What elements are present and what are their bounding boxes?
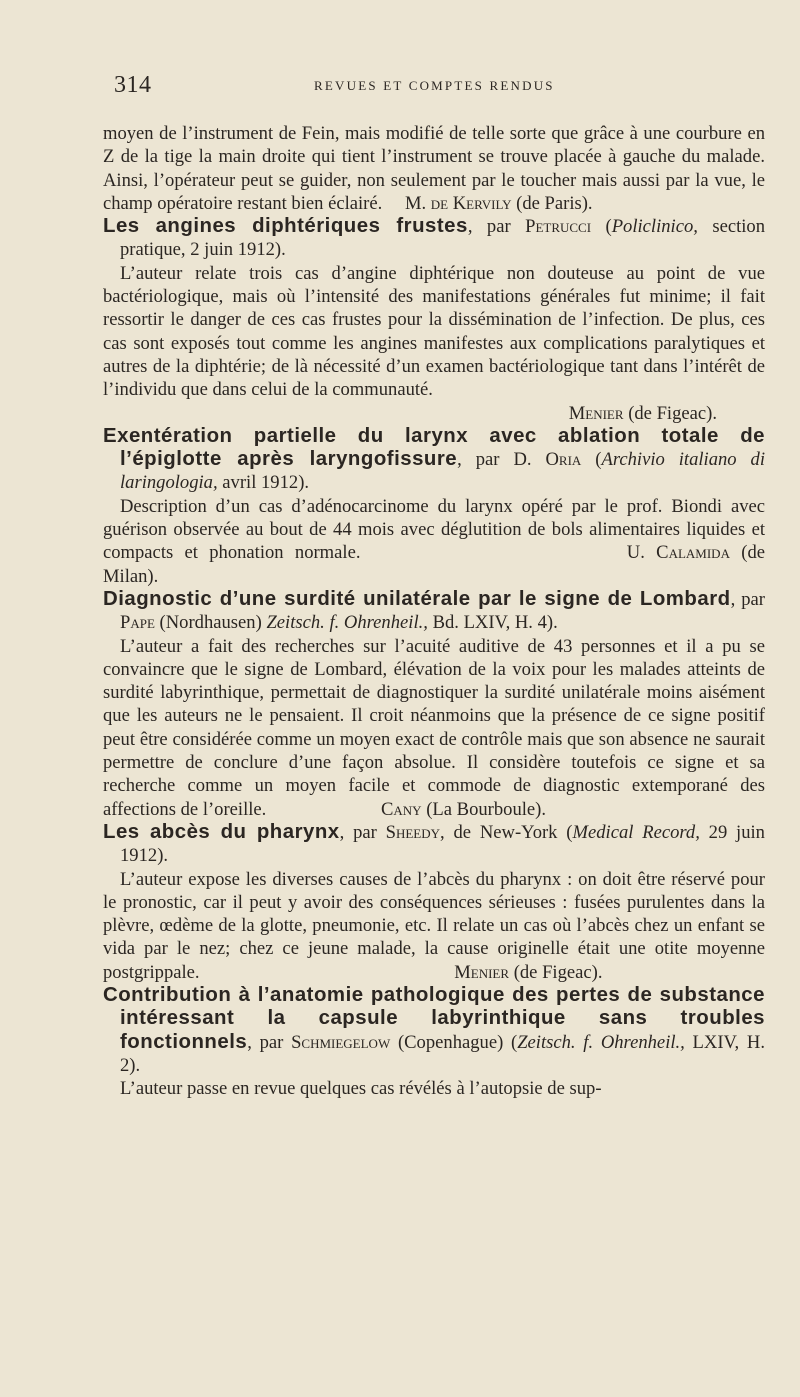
page-header xyxy=(114,72,764,102)
signature-name: de Kervily xyxy=(430,192,512,214)
source-journal: Zeitsch. f. Ohrenheil., xyxy=(266,612,428,634)
article-heading: Contribution à l’anatomie pathologique des pertes de substance intéressant la capsule labyrinthique sans troubles fonctionnels xyxy=(103,983,765,1053)
source-journal: Zeitsch. f. Ohrenheil., xyxy=(517,1031,685,1053)
article-title: Les angines diphtériques frustes, par Petrucci (Policlinico, section pratique, 2 juin 1912). xyxy=(103,215,766,261)
author-name: Petrucci xyxy=(525,216,592,238)
paragraph: L’auteur expose les diverses causes de l’abcès du pharynx : on doit être réservé pour le pronostic, car il peut y avoir des conséquences sérieuses : fusées purulentes dans la plèvre, œdème de la glotte, pneumonie, etc. Il relate un cas où l’abcès chez un enfant se vida par le nez; chez ce jeune malade, la cause originelle était une otite moyenne postgrippale. Menier (de Figeac). xyxy=(103,868,765,983)
paragraph: Description d’un cas d’adénocarcinome du larynx opéré par le prof. Biondi avec guérison observée au bout de 44 mois avec déglutition de bols alimentaires liquides et compacts et phonation normale. U. Calamida (de Milan). xyxy=(103,495,766,587)
article-title: Diagnostic d’une surdité unilatérale par le signe de Lombard, par Pape (Nordhausen) Zeitsch. f. Ohrenheil., Bd. LXIV, H. 4). xyxy=(103,587,766,634)
signature-name: Cany xyxy=(380,798,422,820)
article-heading: Les angines diphtériques frustes xyxy=(103,215,468,238)
article-title: Exentération partielle du larynx avec ablation totale de l’épiglotte après laryngofissure, par D. Oria (Archivio italiano di laringologia, avril 1912). xyxy=(103,424,766,494)
article-continuation xyxy=(103,122,765,215)
author-name: Oria xyxy=(545,449,582,471)
article-title: Les abcès du pharynx, par Sheedy, de New-York (Medical Record, 29 juin 1912). xyxy=(103,820,765,867)
running-head: REVUES ET COMPTES RENDUS xyxy=(314,78,555,93)
signature: Cany (La Bourboule). xyxy=(380,798,546,820)
author-name: Pape xyxy=(120,612,155,634)
signature-name: Calamida xyxy=(656,542,730,564)
signature: M. de Kervily (de Paris). xyxy=(404,192,593,214)
article-heading: Exentération partielle du larynx avec ablation totale de l’épiglotte après laryngofissure xyxy=(103,424,765,471)
paragraph: L’auteur passe en revue quelques cas révélés à l’autopsie de sup- xyxy=(120,1078,602,1100)
article-heading: Les abcès du pharynx xyxy=(103,820,340,843)
signature-name: Menier xyxy=(454,961,510,983)
text-column xyxy=(103,122,765,1100)
page-number: 314 xyxy=(114,72,152,98)
author-name: Sheedy xyxy=(385,821,441,843)
signature: U. Calamida (de Milan). xyxy=(103,542,766,587)
source-journal: Archivio italiano di laringologia, xyxy=(120,449,766,494)
paragraph: L’auteur relate trois cas d’angine diphtérique non douteuse au point de vue bactériologique, mais où l’intensité des manifestations générales fut minime; il fait ressortir le danger de ces cas frustes pour la dissémination de l’infection. De plus, ces cas sont exposés tout comme les angines manifestes aux complications paralytiques et autres de la diphtérie; de là nécessité d’un examen bactériologique tant dans l’intérêt de l’individu que dans celui de la communauté. xyxy=(103,262,765,401)
paragraph: moyen de l’instrument de Fein, mais modifié de telle sorte que grâce à une courbure en Z de la tige la main droite qui tient l’instrument se trouve placée à gauche du malade. Ainsi, l’opérateur peut se guider, non seulement par le toucher mais aussi par la vue, le champ opératoire restant bien éclairé. xyxy=(103,123,765,214)
author-name: Schmiegelow xyxy=(291,1031,391,1053)
signature: Menier (de Figeac). xyxy=(454,961,603,983)
source-journal: Medical Record, xyxy=(572,821,700,843)
article-title: Contribution à l’anatomie pathologique des pertes de substance intéressant la capsule labyrinthique sans troubles fonctionnels, par Schmiegelow (Copenhague) (Zeitsch. f. Ohrenheil., LXIV, H. 2). xyxy=(103,983,766,1076)
signature-name: Menier xyxy=(568,402,624,424)
paragraph: L’auteur a fait des recherches sur l’acuité auditive de 43 personnes et il a pu se convaincre que le signe de Lombard, élévation de la voix pour les malades atteints de surdité labyrinthique, permettait de diagnostiquer la surdité unilatérale moins aisément que les auteurs ne le pensaient. Il croit néanmoins que la présence de ce signe positif peut être considérée comme un moyen exact de contrôle mais que son absence ne saurait permettre de conclure d’une façon absolue. Il considère toutefois ce signe et sa recherche comme un moyen facile et commode de diagnostic extemporané des affections de l’oreille. Cany (La Bourboule). xyxy=(103,635,765,820)
source-journal: Policlinico, xyxy=(611,216,698,238)
article-heading: Diagnostic d’une surdité unilatérale par le signe de Lombard xyxy=(103,587,731,610)
signature: Menier (de Figeac). xyxy=(568,402,717,424)
